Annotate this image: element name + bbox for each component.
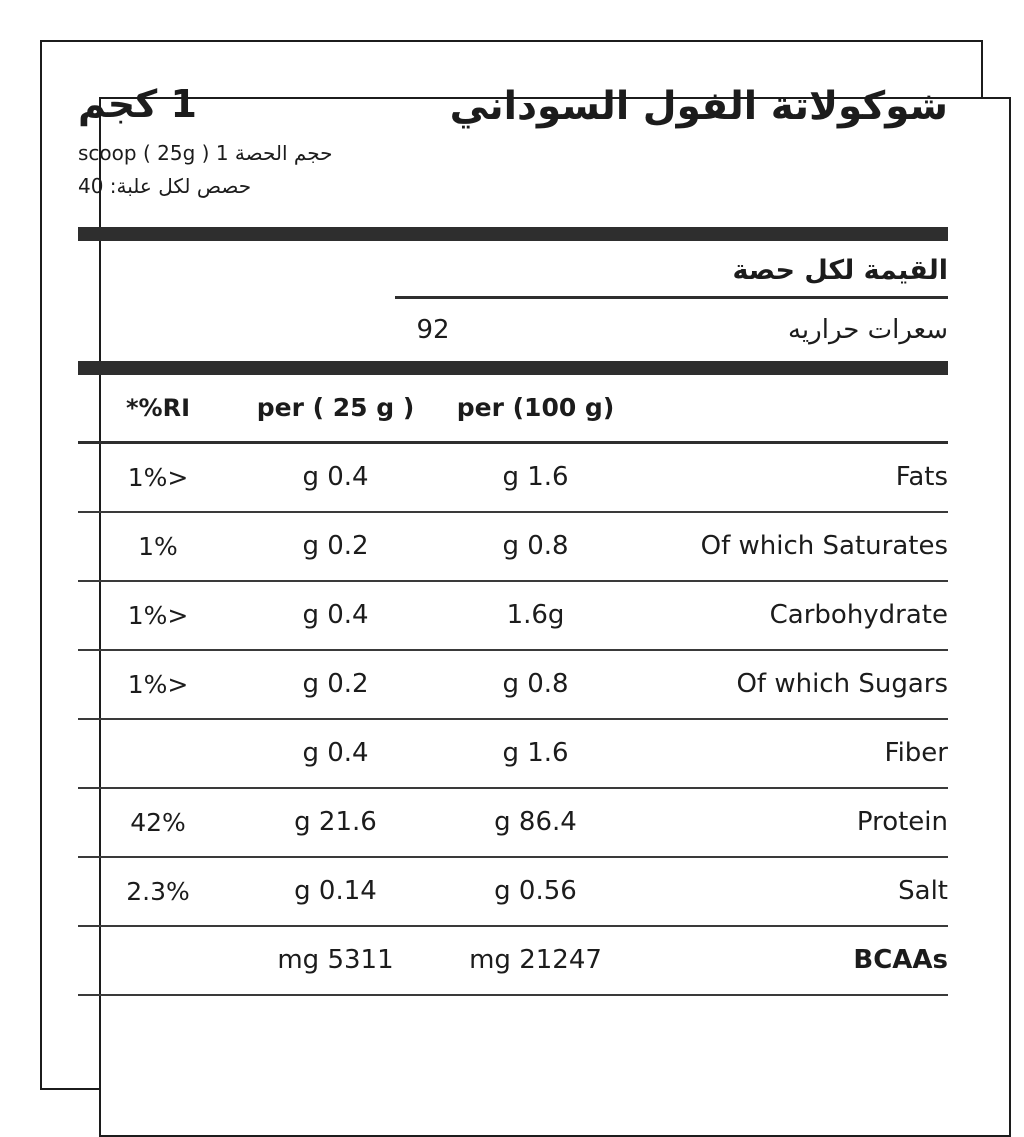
nutrient-name: BCAAs [638, 926, 948, 995]
nutrient-percent-ri: 2.3% [78, 857, 238, 926]
nutrient-percent-ri: 1% [78, 512, 238, 581]
header-right-block [78, 84, 388, 202]
nutrient-name: Of which Sugars [638, 650, 948, 719]
header-percent-ri: *%RI [78, 375, 238, 443]
table-row [78, 650, 948, 719]
nutrition-label [78, 62, 948, 996]
nutrient-per-100g: g 0.8 [433, 512, 638, 581]
nutrient-per-serving: g 0.2 [238, 512, 433, 581]
header-per-100g: per (100 g) [433, 375, 638, 443]
nutrient-per-100g: g 0.8 [433, 650, 638, 719]
per-serving-heading: القيمة لكل حصة [732, 254, 948, 286]
per-serving-heading-row [78, 241, 948, 296]
table-row [78, 581, 948, 650]
nutrient-per-serving: g 0.2 [238, 650, 433, 719]
nutrient-percent-ri: 1%> [78, 581, 238, 650]
table-row [78, 442, 948, 512]
product-name: شوكولاتة الفول السوداني [449, 84, 948, 129]
nutrient-name: Fats [638, 442, 948, 512]
calories-value: 92 [416, 314, 450, 345]
nutrient-percent-ri [78, 926, 238, 995]
calories-divider [395, 296, 948, 299]
nutrient-percent-ri: 1%> [78, 442, 238, 512]
nutrient-percent-ri [78, 719, 238, 788]
nutrient-percent-ri: 1%> [78, 650, 238, 719]
nutrient-per-serving: g 0.4 [238, 442, 433, 512]
header-nutrient-name [638, 375, 948, 443]
pack-size: 1 كجم [78, 82, 197, 126]
nutrient-name: Of which Saturates [638, 512, 948, 581]
nutrient-per-100g: g 1.6 [433, 442, 638, 512]
nutrient-name: Protein [638, 788, 948, 857]
nutrient-per-serving: g 0.14 [238, 857, 433, 926]
nutrition-table-body [78, 442, 948, 995]
nutrient-per-serving: mg 5311 [238, 926, 433, 995]
thick-divider-top [78, 227, 948, 241]
nutrient-per-serving: g 0.4 [238, 719, 433, 788]
nutrition-table-head [78, 375, 948, 443]
calories-row [78, 299, 948, 361]
thick-divider-middle [78, 361, 948, 375]
table-row [78, 512, 948, 581]
nutrient-name: Fiber [638, 719, 948, 788]
nutrient-name: Carbohydrate [638, 581, 948, 650]
table-row [78, 926, 948, 995]
nutrient-name: Salt [638, 857, 948, 926]
nutrient-per-100g: g 1.6 [433, 719, 638, 788]
table-row [78, 857, 948, 926]
label-header [78, 62, 948, 202]
nutrient-per-100g: g 0.56 [433, 857, 638, 926]
nutrition-table [78, 375, 948, 996]
nutrient-per-100g: 1.6g [433, 581, 638, 650]
servings-per-container: حصص لكل علبة: 40 [78, 173, 252, 198]
table-row [78, 719, 948, 788]
nutrient-per-serving: g 0.4 [238, 581, 433, 650]
header-per-serving: per ( 25 g ) [238, 375, 433, 443]
calories-label: سعرات حراريه [787, 314, 948, 345]
table-header-row [78, 375, 948, 443]
nutrient-per-100g: g 86.4 [433, 788, 638, 857]
table-row [78, 788, 948, 857]
nutrient-per-serving: g 21.6 [238, 788, 433, 857]
nutrient-per-100g: mg 21247 [433, 926, 638, 995]
nutrient-percent-ri: 42% [78, 788, 238, 857]
serving-size: حجم الحصة 1 ( 25g ) scoop [78, 140, 333, 165]
